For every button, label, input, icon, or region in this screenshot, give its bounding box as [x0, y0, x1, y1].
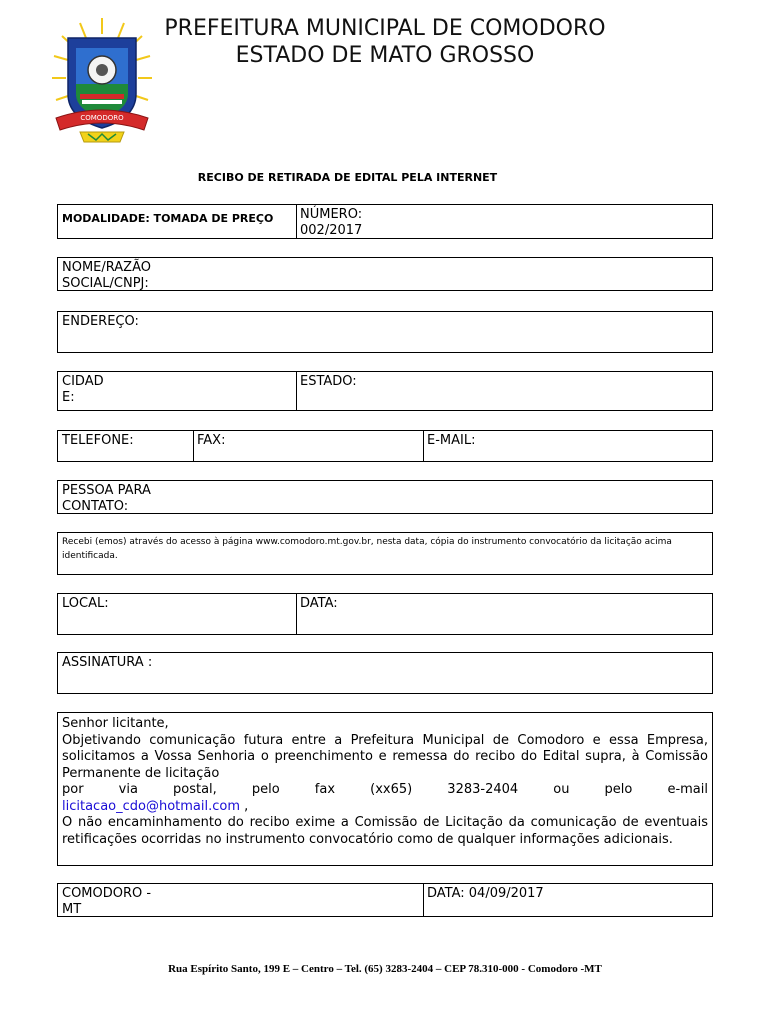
data-label: DATA:	[300, 596, 338, 611]
nome-label: NOME/RAZÃO SOCIAL/CNPJ:	[62, 260, 151, 291]
municipal-seal	[50, 14, 154, 146]
fax-label: FAX:	[197, 433, 226, 448]
data-field[interactable]	[296, 594, 712, 634]
numero-value: 002/2017	[300, 223, 363, 238]
recebi-box	[57, 532, 713, 575]
email-field[interactable]	[423, 431, 712, 461]
local-field[interactable]	[58, 594, 296, 634]
cidade-estado-row	[57, 371, 713, 411]
cidade-label: CIDAD E:	[62, 374, 104, 405]
estado-field[interactable]	[296, 372, 712, 410]
svg-text:COMODORO: COMODORO	[80, 114, 124, 122]
nome-field[interactable]	[57, 257, 713, 291]
local-label: LOCAL:	[62, 596, 109, 611]
modalidade-label: MODALIDADE: TOMADA DE PREÇO	[62, 212, 274, 225]
contact-row	[57, 430, 713, 462]
notice-box	[57, 712, 713, 866]
email-label: E-MAIL:	[427, 433, 476, 448]
footer-address: Rua Espírito Santo, 199 E – Centro – Tel. (65) 3283-2404 – CEP 78.310-000 - Comodoro -MT	[168, 963, 602, 975]
notice-email-link[interactable]: licitacao_cdo@hotmail.com	[62, 798, 241, 814]
notice-paragraph-c: O não encaminhamento do recibo exime a Comissão de Licitação da comunicação de eventuais retificações ocorridas no instrumento convocatório como de qualquer informações adicionais.	[62, 815, 708, 847]
fax-field[interactable]	[193, 431, 423, 461]
notice-email-suffix: ,	[240, 798, 249, 814]
telefone-field[interactable]	[58, 431, 193, 461]
cidade-field[interactable]	[58, 372, 114, 410]
date-label: DATA: 04/09/2017	[427, 886, 544, 901]
endereco-label: ENDEREÇO:	[62, 314, 139, 329]
assinatura-label: ASSINATURA :	[62, 655, 153, 670]
notice-paragraph-b: por via postal, pelo fax (xx65) 3283-2404 ou pelo e-mail	[62, 782, 708, 797]
pessoa-label: PESSOA PARA CONTATO:	[62, 483, 151, 514]
city-label: COMODORO - MT	[62, 886, 152, 917]
modalidade-row	[57, 204, 713, 239]
notice-paragraph-a: Objetivando comunicação futura entre a Prefeitura Municipal de Comodoro e essa Empresa, solicitamos a Vossa Senhoria o preenchimento e remessa do recibo do Edital supra, à Comissão Permanente de licitação	[62, 732, 708, 781]
estado-label: ESTADO:	[300, 374, 357, 389]
numero-label: NÚMERO:	[300, 207, 363, 222]
assinatura-field[interactable]	[57, 652, 713, 694]
bottom-row	[57, 883, 713, 917]
notice-greeting: Senhor licitante,	[62, 716, 169, 731]
recebi-text: Recebi (emos) através do acesso à página www.comodoro.mt.gov.br, nesta data, cópia do instrumento convocatório da licitação acima identificada.	[62, 537, 672, 561]
numero-field[interactable]	[296, 205, 712, 238]
document-title: RECIBO DE RETIRADA DE EDITAL PELA INTERNET	[197, 171, 498, 184]
header-line2: ESTADO DE MATO GROSSO	[235, 43, 535, 68]
local-data-row	[57, 593, 713, 635]
endereco-field[interactable]	[57, 311, 713, 353]
header-line1: PREFEITURA MUNICIPAL DE COMODORO	[164, 16, 606, 41]
pessoa-field[interactable]	[57, 480, 713, 514]
telefone-label: TELEFONE:	[62, 433, 134, 448]
